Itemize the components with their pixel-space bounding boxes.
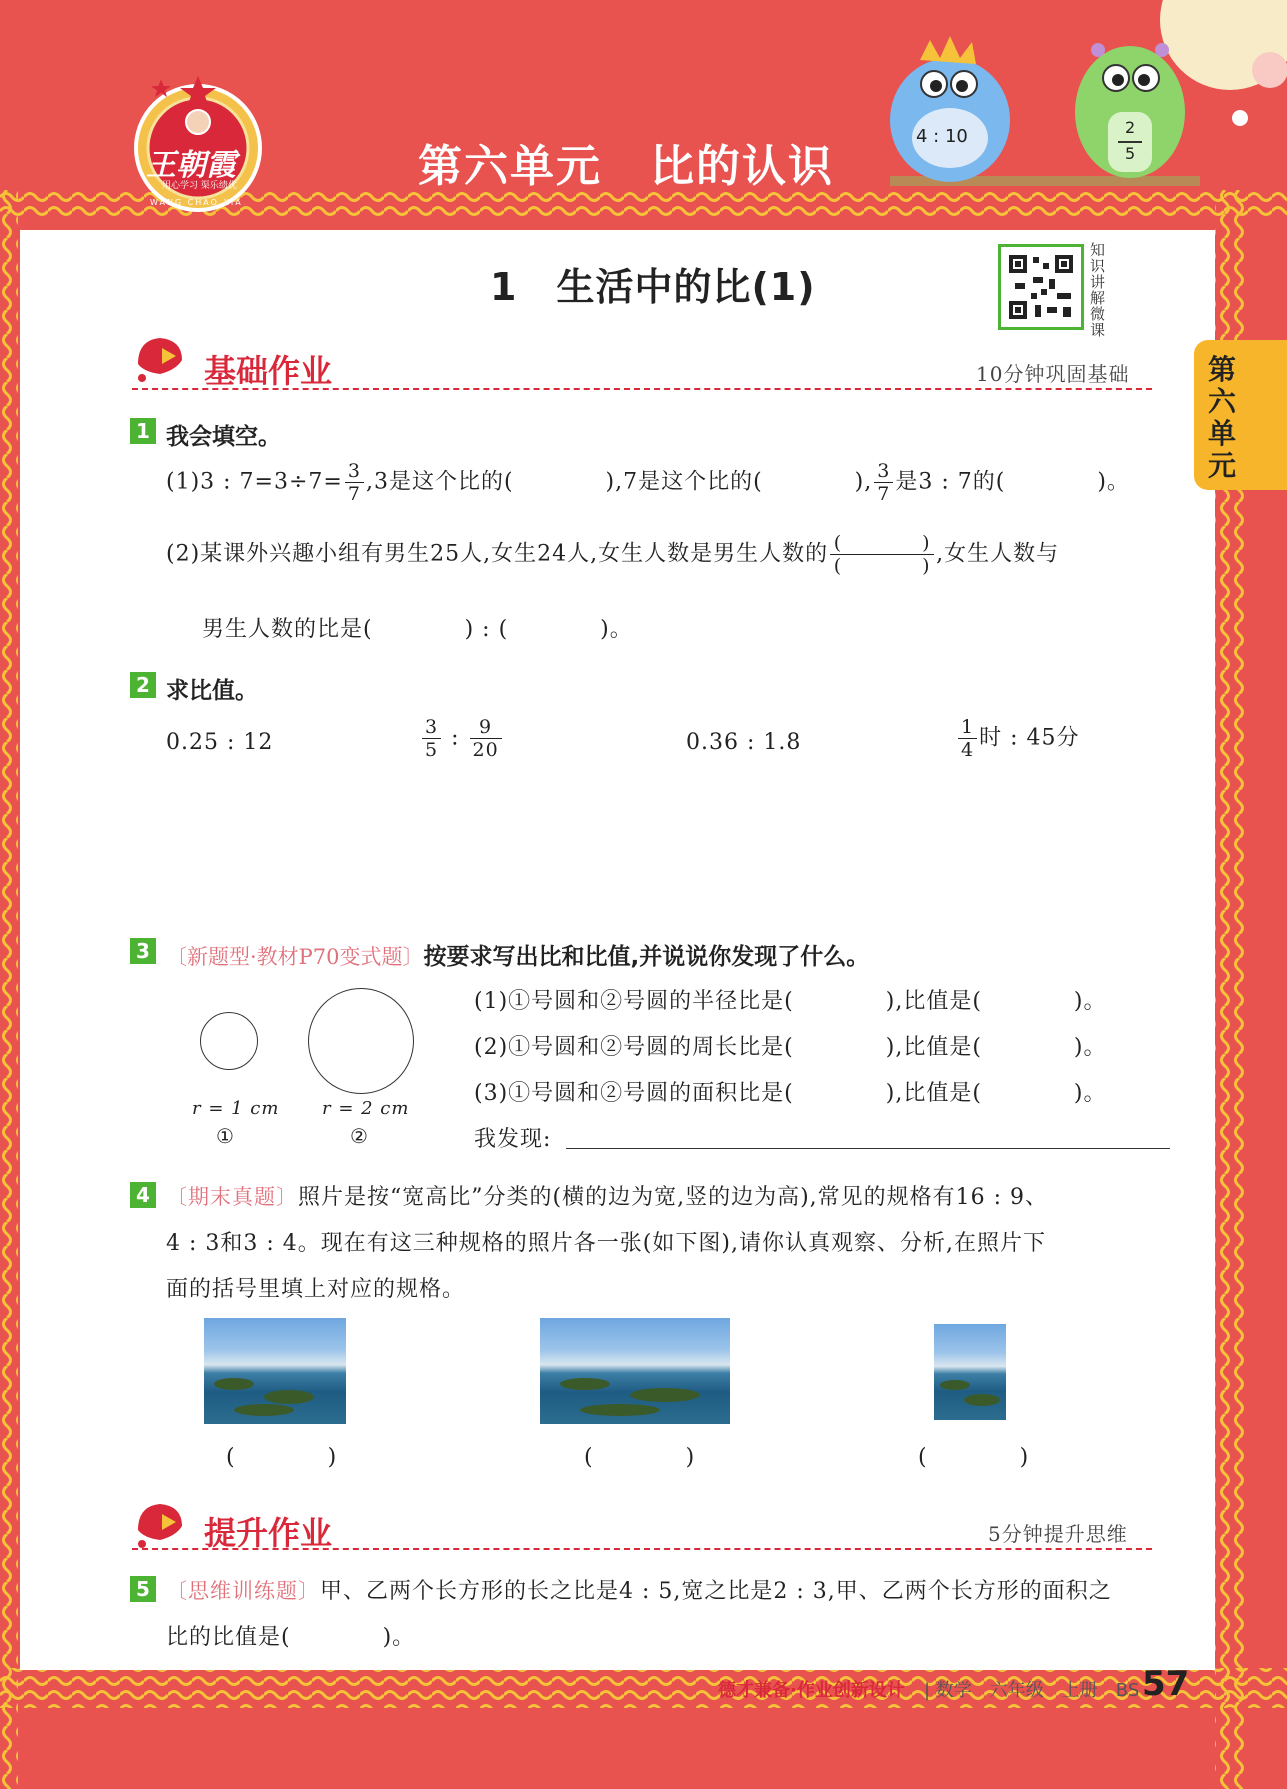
q2-expr1: 0.25 : 12	[166, 730, 274, 755]
q3-discovery-line[interactable]	[566, 1148, 1170, 1149]
lesson-title: 1 生活中的比(1)	[490, 265, 816, 309]
q2-expr3: 0.36 : 1.8	[686, 730, 802, 755]
mascots	[880, 20, 1220, 190]
qr-code[interactable]	[998, 244, 1084, 330]
q1-part2: (2)某课外兴趣小组有男生25人,女生24人,女生人数是男生人数的 $\frac{( )}{( )}$ ,女生人数与	[166, 532, 1060, 577]
q2-expr4: $\frac{1}{4}$ 时 : 45分	[956, 716, 1080, 761]
circle-2-label: r = 2 cm	[322, 1098, 410, 1119]
q3-number: 3	[130, 938, 156, 964]
section-divider	[132, 388, 1152, 390]
section-basic-time: 10分钟巩固基础	[976, 362, 1130, 386]
page-number: 57	[1142, 1664, 1190, 1704]
section-advanced-title: 提升作业	[204, 1514, 333, 1552]
q4-line3: 面的括号里填上对应的规格。	[166, 1277, 466, 1302]
q3-line2: (2)①号圆和②号圆的周长比是( ),比值是( )。	[474, 1035, 1107, 1060]
q1-part1: (1)3 : 7=3÷7= $\frac{3}{7}$ ,3是这个比的( ),7是这个比的( ), $\frac{3}{7}$ 是3 : 7的( )。	[166, 460, 1130, 505]
q4-number: 4	[130, 1182, 156, 1208]
mascot-green-num: 2	[1125, 118, 1136, 137]
q3-line1: (1)①号圆和②号圆的半径比是( ),比值是( )。	[474, 989, 1107, 1014]
q5-number: 5	[130, 1576, 156, 1602]
circle-1-label: r = 1 cm	[192, 1098, 280, 1119]
q2-expr2: $\frac{3}{5}$ : $\frac{9}{20}$	[420, 716, 504, 761]
side-unit-tab[interactable]: 第六单元	[1194, 340, 1287, 490]
logo-ring-text: WANG CHAO XIA	[150, 198, 243, 207]
q1-number: 1	[130, 418, 156, 444]
circle-2-num: ②	[350, 1124, 369, 1148]
q3-title: 〔新题型·教材P70变式题〕按要求写出比和比值,并说说你发现了什么。	[166, 944, 870, 970]
unit-title: 第六单元 比的认识	[418, 141, 834, 192]
circle-2	[308, 988, 414, 1094]
section-basic-title: 基础作业	[204, 352, 333, 390]
q5-line1: 〔思维训练题〕甲、乙两个长方形的长之比是4 : 5,宽之比是2 : 3,甲、乙两个长方形的面积之	[166, 1579, 1112, 1604]
qr-label: 知识讲解微课	[1090, 241, 1106, 339]
logo-subtitle: 用心学习 渠乐绩优	[162, 181, 237, 191]
photo-4-3	[204, 1318, 346, 1424]
circle-1	[200, 1012, 258, 1070]
mascot-blue-label: 4 : 10	[916, 126, 968, 147]
q4-line2: 4 : 3和3 : 4。现在有这三种规格的照片各一张(如下图),请你认真观察、分析,在照片下	[166, 1231, 1046, 1256]
logo-text: 王朝霞	[146, 148, 236, 183]
brand-logo	[128, 74, 268, 214]
q1-part2-cont: 男生人数的比是( ) : ( )。	[202, 617, 633, 642]
q4-blank-1[interactable]: ( )	[226, 1445, 338, 1470]
photo-3-4	[934, 1324, 1006, 1420]
photo-16-9	[540, 1318, 730, 1424]
mascot-green-den: 5	[1125, 144, 1136, 163]
lamp-icon	[132, 334, 190, 384]
q2-number: 2	[130, 672, 156, 698]
q3-line3: (3)①号圆和②号圆的面积比是( ),比值是( )。	[474, 1081, 1107, 1106]
q2-title: 求比值。	[166, 678, 258, 704]
q4-line1: 〔期末真题〕照片是按“宽高比”分类的(横的边为宽,竖的边为高),常见的规格有16 : 9、	[166, 1185, 1049, 1210]
footer-brand: 德才兼备·作业创新设计	[718, 1680, 905, 1701]
circle-1-num: ①	[216, 1124, 235, 1148]
q4-blank-2[interactable]: ( )	[584, 1445, 696, 1470]
lamp-icon	[132, 1500, 190, 1550]
q5-line2: 比的比值是( )。	[166, 1625, 416, 1650]
q3-discovery-label: 我发现:	[474, 1127, 552, 1152]
section-divider	[132, 1548, 1152, 1550]
footer-info: | 数学 六年级 上册 BS	[924, 1680, 1140, 1701]
q1-title: 我会填空。	[166, 424, 281, 450]
q4-blank-3[interactable]: ( )	[918, 1445, 1030, 1470]
section-advanced-time: 5分钟提升思维	[988, 1522, 1128, 1546]
